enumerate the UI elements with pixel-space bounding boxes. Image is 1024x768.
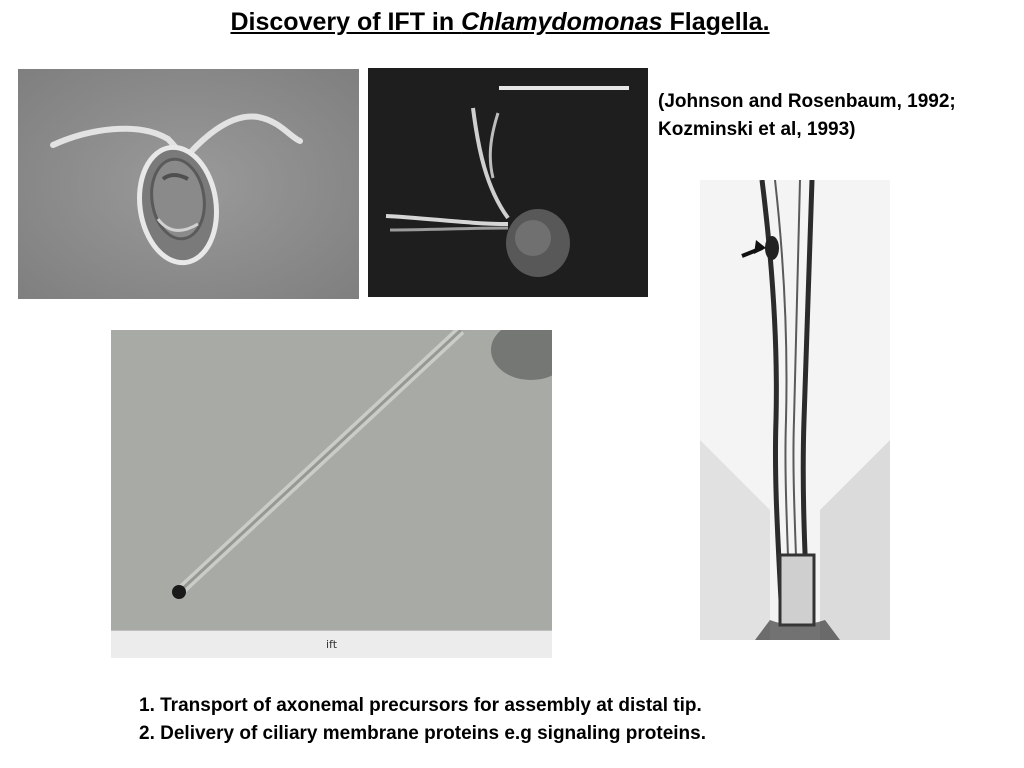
flagellum-electron-micrograph bbox=[700, 180, 890, 640]
ift-video-still bbox=[111, 330, 552, 658]
cell-brightfield-micrograph bbox=[18, 69, 359, 299]
citation-line-1: (Johnson and Rosenbaum, 1992; bbox=[658, 91, 956, 112]
slide-title bbox=[0, 8, 1000, 37]
title-organism: Chlamydomonas bbox=[461, 8, 663, 36]
citation bbox=[658, 88, 1024, 144]
ift-functions-list bbox=[139, 692, 999, 748]
title-prefix: Discovery of IFT in bbox=[230, 8, 462, 36]
citation-line-2: Kozminski et al, 1993) bbox=[658, 119, 856, 140]
video-caption-bar bbox=[111, 630, 552, 658]
title-suffix: Flagella. bbox=[662, 8, 770, 36]
video-caption: ift bbox=[325, 638, 338, 651]
point-2: 2. Delivery of ciliary membrane proteins e.g signaling proteins. bbox=[139, 723, 707, 744]
point-1: 1. Transport of axonemal precursors for assembly at distal tip. bbox=[139, 695, 702, 716]
cell-darkfield-micrograph bbox=[368, 68, 648, 297]
